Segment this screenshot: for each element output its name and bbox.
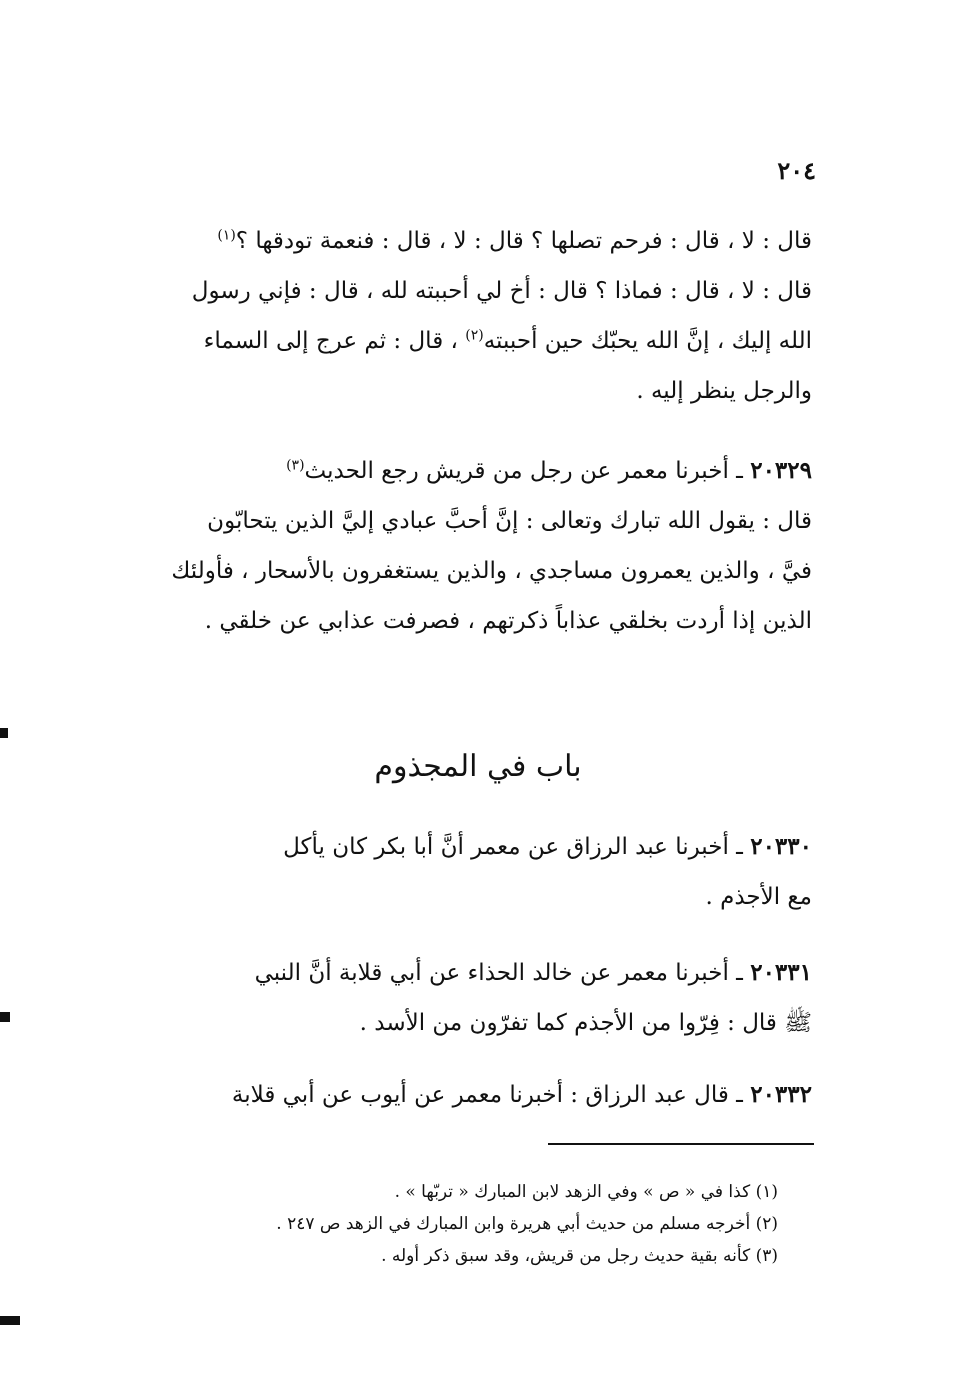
- text-line: ﷺ قال : فِرّوا من الأجذم كما تفرّون من الأسد .: [359, 1010, 812, 1036]
- text-line-content: ـ قال عبد الرزاق : أخبرنا معمر عن أيوب عن أبي قلابة: [231, 1082, 751, 1108]
- footnote-ref: (٢): [465, 327, 484, 344]
- scan-margin-mark: [0, 1012, 10, 1022]
- text-line-content: ـ أخبرنا معمر عن رجل من قريش رجع الحديث: [304, 458, 751, 484]
- text-line: الذين إذا أردت بخلقي عذاباً ذكرتهم ، فصرفت عذابي عن خلقي .: [204, 608, 812, 634]
- text-line-content: ـ أخبرنا عبد الرزاق عن معمر أنَّ أبا بكر كان يأكل: [283, 834, 751, 860]
- scan-margin-mark: [0, 728, 8, 738]
- hadith-20329: [144, 446, 812, 646]
- footnote: (١) كذا في « ص » وفي الزهد لابن المبارك « تربّها » .: [394, 1182, 778, 1202]
- text-line: والرجل ينظر إليه .: [636, 378, 812, 404]
- text-line: قال : لا ، قال : فماذا ؟ قال : أخ لي أحببته لله ، قال : فإني رسول: [191, 278, 812, 304]
- text-line: [144, 316, 812, 366]
- scan-margin-mark: [0, 1316, 20, 1325]
- text-line-content: ، قال : ثم عرج إلى السماء: [203, 328, 466, 354]
- hadith-number: ٢٠٣٢٩: [750, 457, 812, 484]
- hadith-number: ٢٠٣٣١: [750, 959, 812, 986]
- footnotes: [200, 1176, 778, 1272]
- footnote: (٢) أخرجه مسلم من حديث أبي هريرة وابن المبارك في الزهد ص ٢٤٧ .: [276, 1214, 778, 1234]
- chapter-title: باب في المجذوم: [374, 749, 582, 784]
- hadith-number: ٢٠٣٣٠: [750, 833, 812, 860]
- text-line-content: قال : لا ، قال : فرحم تصلها ؟ قال : لا ، قال : فنعمة تودقها ؟: [235, 228, 812, 254]
- text-line: [144, 216, 812, 266]
- text-line: [144, 1070, 812, 1120]
- page-number: ٢٠٤: [777, 156, 816, 185]
- text-line-content: ـ أخبرنا معمر عن خالد الحذاء عن أبي قلابة أنَّ النبي: [254, 960, 751, 986]
- text-line: مع الأجذم .: [705, 884, 812, 910]
- text-line-content: الله إليك ، إنَّ الله يحبّك حين أحببته: [483, 328, 812, 354]
- footnote-ref: (١): [217, 227, 236, 244]
- footnote-ref: (٣): [286, 457, 305, 474]
- text-line: قال : يقول الله تبارك وتعالى : إنَّ أحبَّ عبادي إليَّ الذين يتحابّون: [207, 508, 812, 534]
- hadith-20332: [144, 1070, 812, 1120]
- text-line: فيَّ ، والذين يعمرون مساجدي ، والذين يستغفرون بالأسحار ، فأولئك: [171, 558, 812, 584]
- footnote-separator: [548, 1143, 814, 1145]
- hadith-20330: [144, 822, 812, 922]
- hadith-20331: [144, 948, 812, 1048]
- text-line: [144, 822, 812, 872]
- hadith-number: ٢٠٣٣٢: [750, 1081, 812, 1108]
- text-line: [144, 446, 812, 496]
- continuation-paragraph: [144, 216, 812, 416]
- text-line: [144, 948, 812, 998]
- footnote: (٣) كأنه بقية حديث رجل من قريش، وقد سبق ذكر أوله .: [381, 1246, 778, 1266]
